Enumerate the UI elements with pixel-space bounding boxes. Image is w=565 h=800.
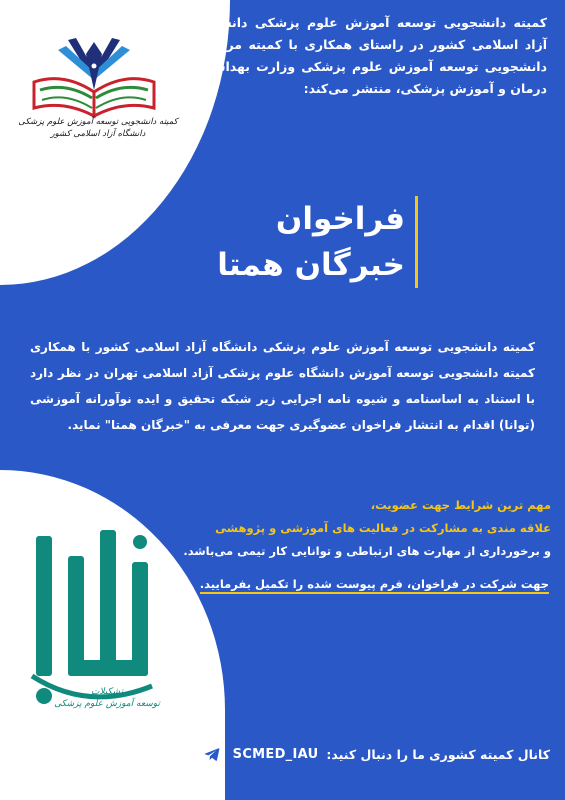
announcement-title (217, 196, 418, 288)
membership-conditions (183, 494, 551, 563)
conditions-heading: مهم ترین شرایط جهت عضویت، (370, 498, 551, 512)
body-paragraph: کمیته دانشجویی توسعه آموزش علوم پزشکی دانشگاه آزاد اسلامی کشور با همکاری کمیته دانشجویی توسعه آموزش دانشگاه علوم پزشکی آزاد اسلامی تهران در نظر دارد با استناد به اساسنامه و شیوه نامه اجرایی زیر شبکه تحقیق و ایده نوآورانه آموزشی (توانا) اقدام به انتشار فراخوان عضوگیری جهت معرفی به "خبرگان همتا" نماید. (30, 340, 535, 432)
cta-text: جهت شرکت در فراخوان، فرم پیوست شده را تکمیل بفرمایید. (200, 577, 549, 594)
committee-logo-caption (18, 116, 178, 140)
tavana-caption-line2: توسعه آموزش علوم پزشکی (54, 699, 160, 709)
conditions-line2: علاقه مندی به مشارکت در فعالیت های آموزشی و پژوهشی (215, 521, 551, 535)
title-line1: فراخوان (275, 201, 405, 237)
tavana-logo-caption (12, 686, 202, 710)
channel-footer (188, 738, 550, 770)
footer-label: کانال کمیته کشوری ما را دنبال کنید: (326, 746, 550, 762)
call-to-action (199, 574, 549, 594)
conditions-line3: و برخورداری از مهارت های ارتباطی و توانایی کار تیمی می‌باشد. (183, 544, 551, 558)
committee-logo-icon (14, 20, 174, 170)
telegram-icon[interactable] (199, 741, 225, 767)
telegram-handle-link[interactable]: SCMED_IAU (232, 746, 319, 762)
logo-caption-line2: دانشگاه آزاد اسلامی کشور (50, 129, 146, 139)
intro-paragraph: کمیته دانشجویی توسعه آموزش علوم پزشکی دانشگاه آزاد اسلامی کشور در راستای همکاری با کمیته مرکزی دانشجویی توسعه آموزش علوم پزشکی وزارت بهداشت درمان و آموزش پزشکی، منتشر می‌کند: (200, 15, 547, 96)
title-line2: خبرگان همتا (217, 247, 405, 283)
tavana-caption-line1: تشکیلات (90, 687, 124, 697)
logo-caption-line1: کمیته دانشجویی توسعه آموزش علوم پزشکی (18, 117, 178, 127)
